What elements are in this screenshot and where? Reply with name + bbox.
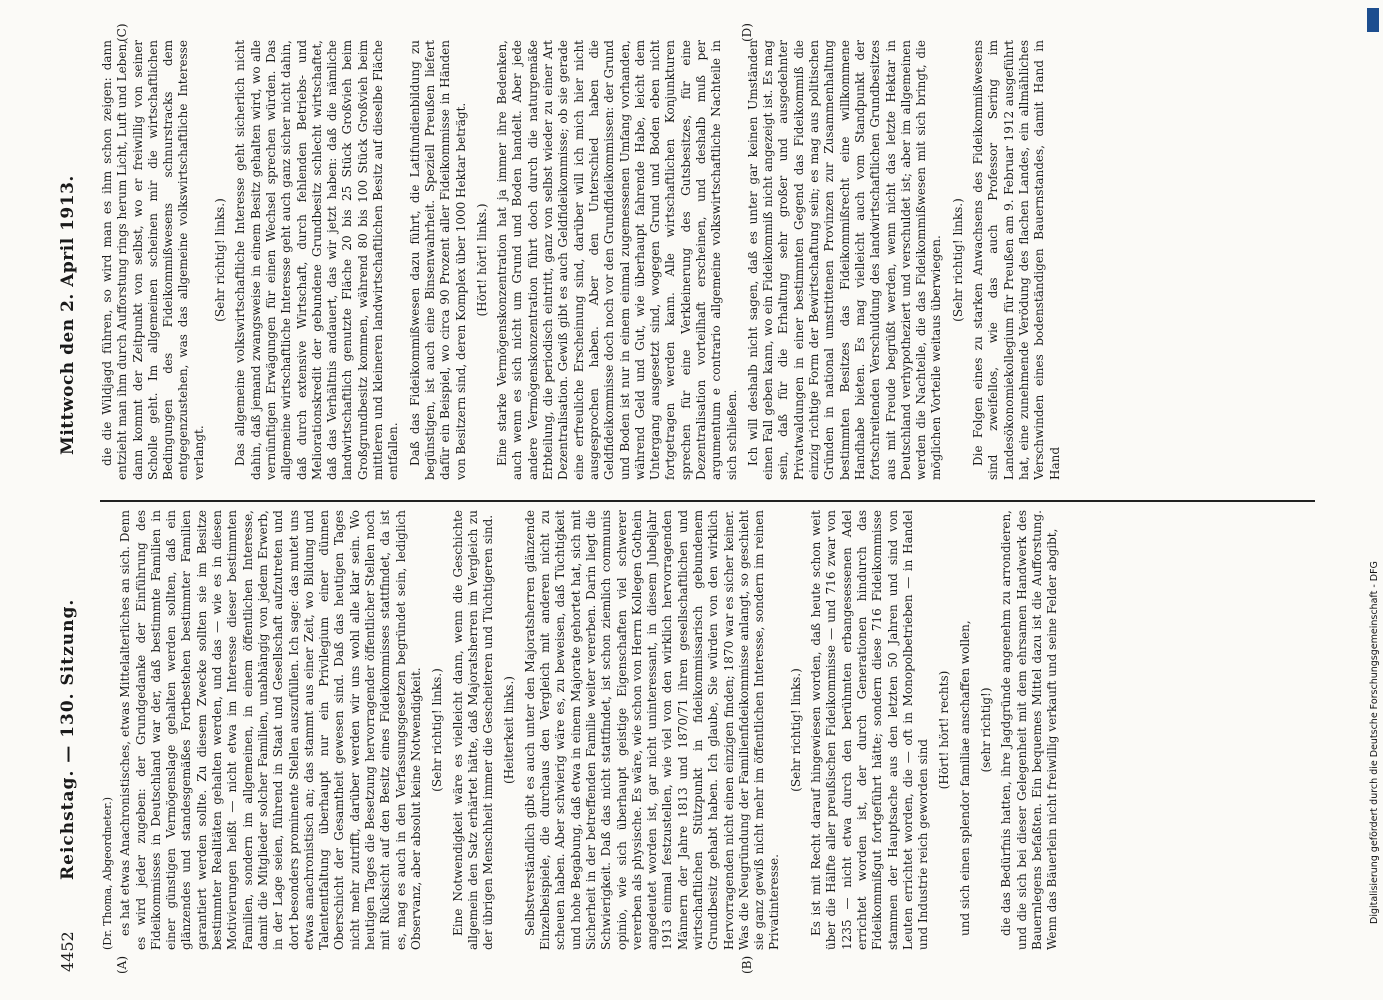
session-date: Mittwoch den 2. April 1913. (58, 175, 78, 455)
digitization-note: Digitalisierung gefördert durch die Deutsche Forschungsgemeinschaft - DFG (1369, 561, 1380, 924)
interjection: (Hört! hört! rechts) (937, 670, 952, 790)
paragraph: und sich einen splendor familiae anschaffen wollen, (957, 620, 972, 936)
right-column (100, 40, 1315, 480)
paragraph: Eine Notwendigkeit wäre es vielleicht dann, wenn die Geschichte allgemein den Satz erhärtet hätte, daß Majoratsherren im Vergleich zu der übrigen Menschheit immer die Gescheiteren und Tüchtigeren sind. (450, 510, 496, 950)
margin-mark-d: (D) (740, 23, 754, 42)
margin-mark-c: (C) (115, 23, 129, 42)
rotated-page-content (40, 20, 1340, 980)
column-divider (100, 500, 1315, 502)
interjection: (Sehr richtig! links.) (788, 668, 803, 792)
paragraph: Selbstverständlich gibt es auch unter den Majoratsherren glänzende Einzelbeispiele, die durchaus den Vergleich mit anderen nicht zu scheuen haben. Aber schwierig wäre es, zu beweisen, daß Tüchtigkeit und hohe Begabung, daß etwa in einem Majorate gehortet hat, sich mit Sicherheit in der betreffenden Familie weiter vererben. Darin liegt die Schwierigkeit. Daß das nicht stattfindet, ist schon ziemlich communis opinio, wie sich überhaupt geistige Eigenschaften viel schwerer vererben als physische. Es wäre, wie schon von Herrn Kollegen Gothein angedeutet worden ist, gar nicht uninteressant, in diesem Jubeljahr 1913 einmal festzustellen, wie viel von den wirklich hervorragenden Männern der Jahre 1813 und 1870/71 ihren gesellschaftlichen und wirtschaftlichen Stützpunkt in fideikommissarisch gebundenem Grundbesitz gehabt haben. Ich glaube, Sie würden von den wirklich Hervorragenden nicht einen einzigen finden; 1870 war es sicher keiner. Was die Neugründung der Familienfideikommisse anlangt, so geschieht sie ganz gewiß nicht mehr im öffentlichen Interesse, sondern im reinen Privatinteresse. (522, 510, 782, 950)
paragraph: die die Wildjagd führen, so wird man es ihm schon zeigen: dann entzieht man ihm durch Aufforstung rings herum Licht, Luft und Leben, dann kommt der Zeitpunkt von selbst, wo er freiwillig von seiner Scholle geht. Im allgemeinen scheinen mir die wirtschaftlichen Bedingungen des Fideikommißwesens schnurstracks dem entgegenzustehen, was das allgemeine volkswirtschaftliche Interesse verlangt. (100, 40, 206, 480)
page-number: 4452 (58, 931, 77, 972)
paragraph: Die Folgen eines zu starken Anwachsens des Fideikommißwesens sind zweifellos, wie das auch Professor Sering im Landesökonomiekollegium für Preußen am 9. Februar 1912 ausgeführt hat, eine zunehmende Verödung des flachen Landes, ein allmähliches Verschwinden eines bodenständigen Bauernstandes, damit Hand in Hand (971, 40, 1062, 480)
paragraph: es hat etwas Anachronistisches, etwas Mittelalterliches an sich. Denn es wird jeder zugeben: der Grundgedanke der Einführung des Fideikommisses in Deutschland war der, daß bestimmte Familien in einer günstigen Vermögenslage gehalten werden sollten, daß ein glänzendes und standesgemäßes Fortbestehen bestimmter Familien garantiert werden sollte. Zu diesem Zwecke sollten sie im Besitze bestimmter Realitäten gehalten werden, und das — wie es in diesen Motivierungen heißt — nicht etwa im Interesse dieser bestimmten Familien, sondern im allgemeinen, in einem öffentlichen Interesse, damit die Mitglieder solcher Familien, unabhängig von jedem Erwerb, in der Lage seien, führend in Staat und Gesellschaft aufzutreten und dort besonders prominente Stellen auszufüllen. Ich sage: das mutet uns etwas anachronistisch an; das stammt aus einer Zeit, wo Bildung und Talententfaltung überhaupt nur ein Privilegium einer dünnen Oberschicht der Gesamtheit gewesen sind. Daß das heutigen Tages nicht mehr zutrifft, darüber werden wir uns wohl alle klar sein. Wo heutigen Tages die Besetzung hervorragender öffentlicher Stellen noch mit Rücksicht auf den Besitz eines Fideikommisses stattfindet, da ist es, mag es auch in den Verfassungsgesetzen begründet sein, lediglich Observanz, aber absolut keine Notwendigkeit. (118, 510, 423, 950)
margin-mark-b: (B) (740, 955, 754, 974)
left-column (100, 510, 1315, 950)
interjection: (Sehr richtig! links.) (950, 198, 965, 322)
paragraph: Ich will deshalb nicht sagen, daß es unter gar keinen Umständen einen Fall geben kann, wo ein Fideikommiß nicht angezeigt ist. Es mag sein, daß für die Erhaltung sehr großer und ausgedehnter Privatwaldungen in einer bestimmten Gegend das Fideikommiß die einzig richtige Form der Bewirtschaftung sein; es mag aus politischen Gründen in national umstrittenen Provinzen zur Zusammenhaltung bestimmten Besitzes das Fideikommißrecht eine willkommene Handhabe bieten. Es mag vielleicht auch vom Standpunkt der fortschreitenden Verschuldung des landwirtschaftlichen Grundbesitzes aus mit Freude begrüßt werden, wenn nicht das letzte Hektar in Deutschland verhypotheziert und verschuldet ist; aber im allgemeinen werden die Nachteile, die das Fideikommißwesen mit sich bringt, die möglichen Vorteile weitaus überwiegen. (745, 40, 944, 480)
speaker-name: (Dr. Thoma, Abgeordneter.) (101, 796, 114, 950)
paragraph: die das Bedürfnis hatten, ihre Jagdgründe angenehm zu arrondieren, und die sich bei dieser Gelegenheit mit dem ehrsamen Handwerk des Bauernlegens befaßten. Ein bequemes Mittel dazu ist die Aufforstung. Wenn das Bäuerlein nicht freiwillig verkauft und seine Felder abgibt, (999, 510, 1060, 950)
paragraph: Daß das Fideikommißwesen dazu führt, die Latifundienbildung zu begünstigen, ist auch eine Binsenwahrheit. Speziell Preußen liefert dafür ein Beispiel, wo circa 90 Prozent aller Fideikommisse in Händen von Besitzern sind, deren Komplex über 1000 Hektar beträgt. (407, 40, 468, 480)
interjection: (Hört! hört! links.) (474, 203, 489, 317)
interjection: (Heiterkeit links.) (502, 676, 517, 784)
page-header (48, 20, 92, 980)
margin-mark-a: (A) (115, 955, 129, 974)
interjection: (Sehr richtig! links.) (430, 668, 445, 792)
interjection: (sehr richtig!) (979, 687, 994, 773)
interjection: (Sehr richtig! links.) (213, 198, 228, 322)
paragraph: Eine starke Vermögenskonzentration hat ja immer ihre Bedenken, auch wenn es sich nicht um Grund und Boden handelt. Aber jede andere Vermögenskonzentration führt doch durch die naturgemäße Erbteilung, die periodisch eintritt, ganz von selbst wieder zu einer Art Dezentralisation. Gewiß gibt es auch Geldfideikommisse; ob sie gerade eine erfreuliche Erscheinung sind, darüber will ich mich hier nicht ausgesprochen haben. Aber den Unterschied haben die Geldfideikommisse doch noch vor den Grundfideikommissen: der Grund und Boden ist nur in einem einmal zugemessenen Umfang vorhanden, während Geld und Gut, wie überhaupt fahrende Habe, leicht dem Untergang ausgesetzt sind, wogegen Grund und Boden eben nicht fortgetragen werden kann. Alle wirtschaftlichen Konjunkturen sprechen für eine Verkleinerung des Gutsbesitzes, für eine Dezentralisation vorteilhaft erscheinen, und deshalb muß per argumentum e contrario allgemeine volkswirtschaftliche Nachteile in sich schließen. (495, 40, 739, 480)
session-title: Reichstag. — 130. Sitzung. (58, 598, 78, 880)
paragraph: Das allgemeine volkswirtschaftliche Interesse geht sicherlich nicht dahin, daß jemand zwangsweise in einem Besitz gehalten wird, wo alle vernünftigen Erwägungen für einen Wechsel sprechen würden. Das allgemeine wirtschaftliche Interesse geht auch ganz sicher nicht dahin, daß durch extensive Wirtschaft, durch fehlenden Betriebs- und Meliorationskredit der gebundene Grundbesitz schlecht wirtschaftet, daß das Verhältnis andauert, das wir jetzt haben: daß die nämliche landwirtschaftlich genutzte Fläche 20 bis 25 Stück Großvieh beim Großgrundbesitz kommen, während 80 bis 100 Stück Großvieh beim mittleren und kleineren landwirtschaftlichen Besitz auf dieselbe Fläche entfallen. (233, 40, 401, 480)
paragraph: Es ist mit Recht darauf hingewiesen worden, daß heute schon weit über die Hälfte aller preußischen Fideikommisse — und 716 zwar von 1235 — nicht etwa durch den berühmten erbangesessenen Adel errichtet worden ist, der durch Generationen hindurch das Fideikommißgut fortgeführt hätte; sondern diese 716 Fideikommisse stammen der Hauptsache aus den letzten 50 Jahren und sind von Leuten errichtet worden, die — oft in Monopolbetrieben — in Handel und Industrie reich geworden sind (809, 510, 931, 950)
dfg-logo (1367, 8, 1379, 32)
